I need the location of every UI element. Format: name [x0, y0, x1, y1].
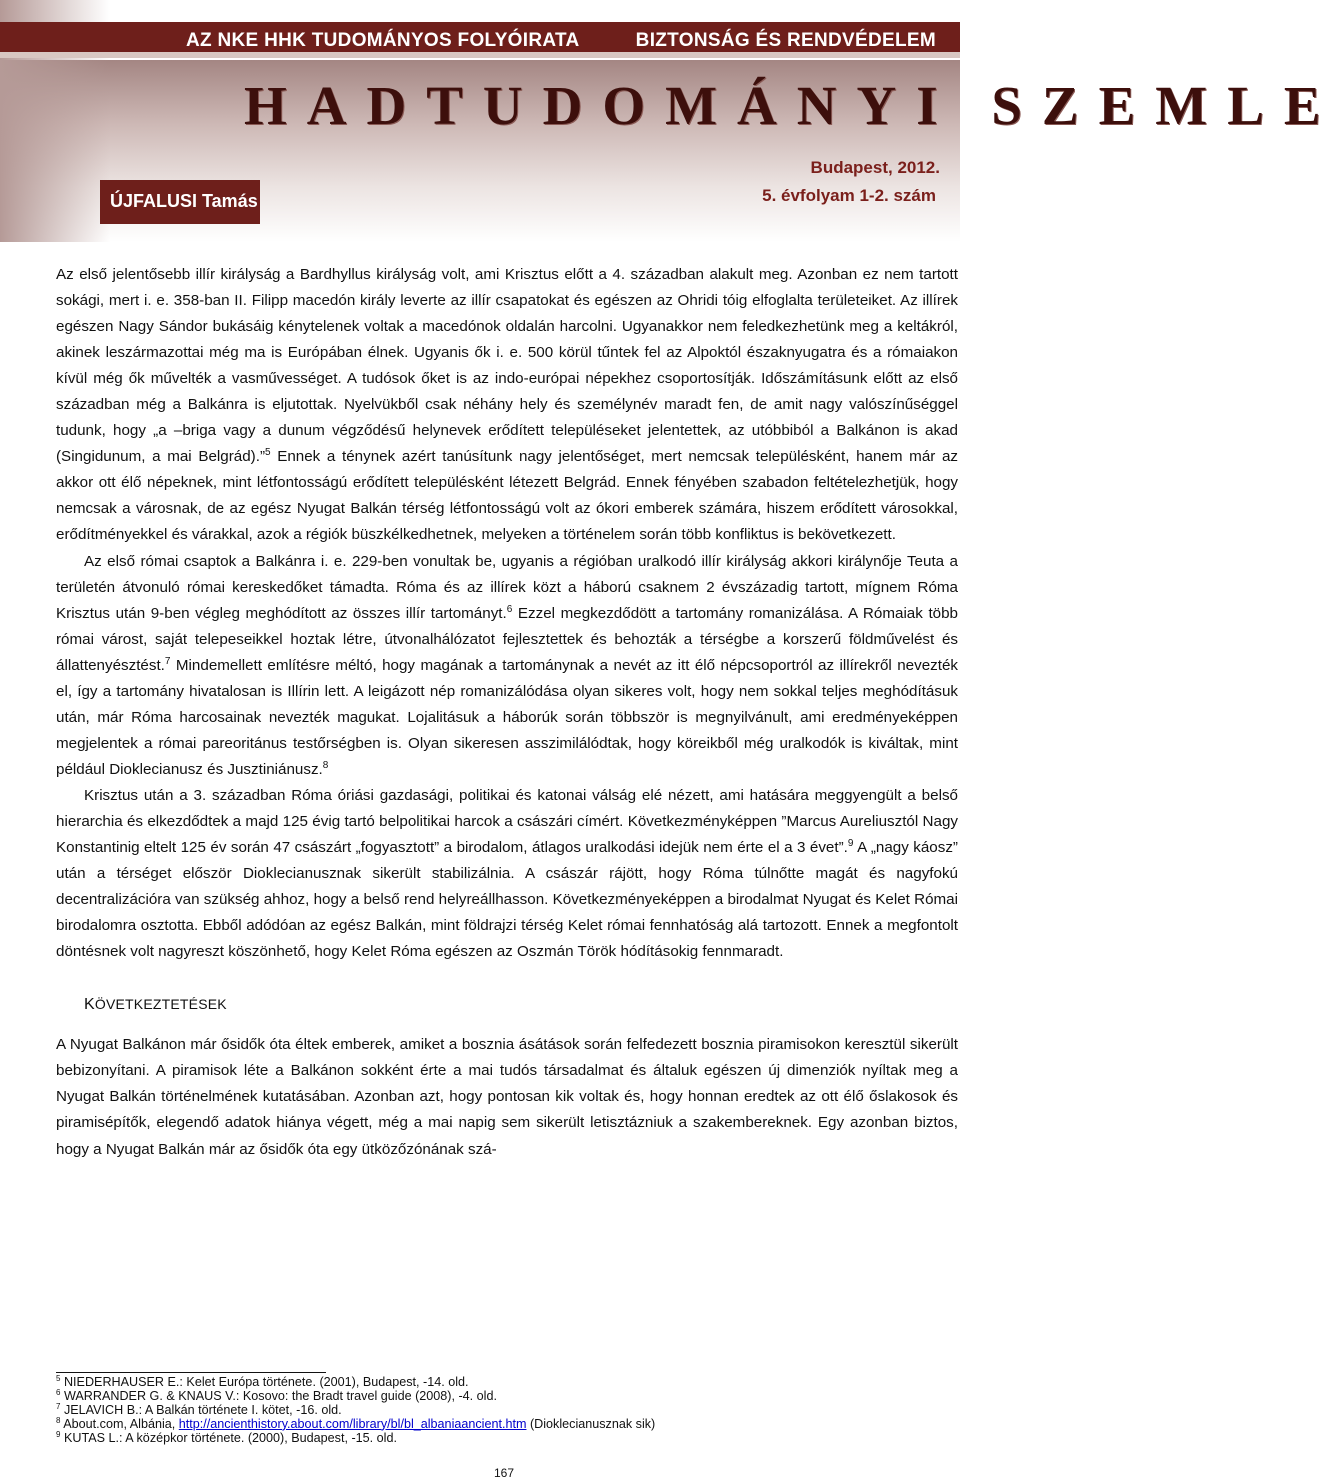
footnote-ref[interactable]: 7 — [164, 655, 171, 667]
footnote-number: 8 — [56, 1415, 61, 1425]
footnote — [56, 1376, 936, 1390]
issue-volume: 5. évfolyam 1-2. szám — [762, 186, 936, 205]
footnote-ref[interactable]: 9 — [847, 838, 854, 850]
section-label: BIZTONSÁG ÉS RENDVÉDELEM — [635, 30, 936, 51]
footnote-ref[interactable]: 6 — [506, 603, 513, 615]
footnote-text: JELAVICH B.: A Balkán története I. kötet, -16. old. — [63, 1402, 342, 1417]
text-run: Az első római csaptok a Balkánra i. e. 229-ben vonultak be, ugyanis a régióban uralkodó illír királyság akkori királynője Teuta a területén átvonuló római kereskedőket támadta. Róma és az illírek közt a háború csaknem 2 évszázadig tartott, mígnem Róma Krisztus után 9-ben végleg meghódított az összes illír tartományt. — [56, 552, 958, 622]
page-number: 167 — [494, 1466, 515, 1480]
header-stripe — [0, 52, 960, 58]
text-run: Mindemellett említésre méltó, hogy magának a tartománynak a nevét az itt élő népcsoportról az illírekről nevezték el, így a tartomány hivatalosan is Illírin lett. A leigázott nép romanizálódása olyan sikeres volt, hogy nem sokkal teljes meghódításuk után, már Róma harcosainak nevezték magukat. Lojalitásuk a háborúk során többször is megnyilvánult, ami eredményeképpen megjelentek a római pareoritánus testőrségben is. Olyan sikeresen asszimilálódtak, hogy köreikből még uralkodók is kiváltak, mint például Dioklecianusz és Jusztiniánusz. — [56, 656, 958, 778]
footnote-ref[interactable]: 8 — [322, 759, 329, 771]
text-run: Ezzel megkezdődött a tartomány romanizálása. A Rómaiak több római várost, saját telepeseikkel hoztak létre, útvonalhálózatot fejlesztettek és behozták a térségbe a korszerű földművelést és állattenyésztést. — [56, 604, 958, 674]
footnote-number: 5 — [56, 1374, 61, 1383]
footnote-text: KUTAS L.: A középkor története. (2000), Budapest, -15. old. — [63, 1430, 397, 1445]
footnote — [56, 1401, 936, 1418]
footnote-separator — [56, 1372, 326, 1373]
footnote-number: 6 — [56, 1387, 61, 1397]
section-heading — [84, 991, 958, 1018]
footnote-number: 7 — [56, 1401, 61, 1411]
footnote — [56, 1415, 936, 1432]
footnote-number: 9 — [56, 1429, 61, 1439]
masthead-title: HADTUDOMÁNYI SZEMLE — [244, 75, 1341, 136]
paragraph: A Nyugat Balkánon már ősidők óta éltek emberek, amiket a bosznia ásátások során felfedezett bosznia piramisokon keresztül sikerült bebizonyítani. A piramisok léte a Balkánon sokként érte a mai tudós társadalmat és általuk egészen új dimenziók nyíltak meg a Nyugat Balkán történelmének kutatásában. Azonban azt, hogy pontosan kik voltak és, hogy honnan eredtek az ott élő őslakosok és piramisépítők, elegendő adatok hiánya végett, még a mai napig sem sikerült letisztázniuk a szakembereknek. Egy azonban biztos, hogy a Nyugat Balkán már az ősidők óta egy ütközőzónának szá- — [56, 1036, 958, 1158]
heading-rest: ÖVETKEZTETÉSEK — [94, 996, 227, 1013]
paragraph — [56, 783, 958, 965]
footnote-ref[interactable]: 5 — [265, 447, 271, 459]
article-body — [56, 262, 958, 1163]
paragraph — [56, 549, 958, 783]
heading-initial: K — [84, 996, 95, 1014]
journal-name: AZ NKE HHK TUDOMÁNYOS FOLYÓIRATA — [186, 30, 580, 51]
footnote — [56, 1429, 936, 1446]
text-run: A „nagy káosz” után a térséget először Dioklecianusznak sikerült stabilizálnia. A császár rájött, hogy Róma túlnőtte magát és nagyfokú decentralizációra van szükség ahhoz, hogy a belső rend helyreállhasson. Következményeképpen a birodalmat Nyugat és Kelet Római birodalomra osztotta. Ebből adódóan az egész Balkán, mint földrajzi térség Kelet római fennhatóság alá tartozott. Ennek a megfontolt döntésnek volt nagyreszt köszönhető, hogy Kelet Róma egészen az Oszmán Török hódításokig fennmaradt. — [56, 839, 958, 961]
text-run: Ennek a ténynek azért tanúsítunk nagy jelentőséget, mert nemcsak településként, hanem már az akkor ott élő népeknek, mint létfontosságú erődített településként létezett Belgrád. Ennek fényében szabadon feltételezhetjük, hogy nemcsak a városnak, de az egész Nyugat Balkán térség létfontosságú volt az ókori emberek számára, hiszem erődített városokkal, erődítményekkel és várakkal, azok a régiók büszkélkedhetnek, melyeken a történelem során több konfliktus is bekövetkezett. — [56, 448, 958, 544]
footnote-text: NIEDERHAUSER E.: Kelet Európa története. (2001), Budapest, -14. old. — [63, 1375, 469, 1389]
text-run: Az első jelentősebb illír királyság a Bardhyllus királyság volt, ami Krisztus előtt a 4. században alakult meg. Azonban ez nem tartott sokági, mert i. e. 358-ban II. Filipp macedón király leverte az illír csapatokat és egészen az Ohridi tóig elfoglalta területeiket. Az illírek egészen Nagy Sándor bukásáig kénytelenek voltak a macedónok oldalán harcolni. Ugyanakkor nem feledkezhetünk meg a keltákról, akinek leszármazottai még ma is Európában élnek. Ugyanis ők i. e. 500 körül tűntek fel az Alpoktól északnyugatra és a rómaiakon kívül még ők művelték a vasművességet. A tudósok őket is az indo-európai népekhez csoportosítják. Időszámításunk előtt az első században még a Balkánra is eljutottak. Nyelvükből csak néhány hely és személynév maradt fen, de amit nagy valószínűséggel tudunk, hogy „a –briga vagy a dunum végződésű helynevek erődített településeket jelentettek, az utóbbiból a Balkánon is akad (Singidunum, a mai Belgrád).” — [56, 266, 958, 466]
issue-place-date: Budapest, 2012. — [810, 158, 940, 177]
journal-header — [0, 0, 1341, 242]
footnote — [56, 1387, 936, 1404]
footnote-text: (Dioklecianusznak sik) — [526, 1416, 656, 1431]
author-name: ÚJFALUSI Tamás — [110, 191, 258, 211]
footnote-text: WARRANDER G. & KNAUS V.: Kosovo: the Bradt travel guide (2008), -4. old. — [63, 1388, 497, 1403]
footnotes — [56, 1372, 936, 1446]
footnote-text: About.com, Albánia, — [63, 1416, 179, 1431]
paragraph — [56, 262, 958, 549]
footnote-link[interactable]: http://ancienthistory.about.com/library/bl/bl_albaniaancient.htm — [178, 1416, 527, 1431]
text-run: Krisztus után a 3. században Róma óriási gazdasági, politikai és katonai válság elé nézett, ami hatására meggyengült a belső hierarchia és elkezdődtek a majd 125 évig tartó belpolitikai harcok a császári címért. Következményképpen ”Marcus Aureliusztól Nagy Konstantinig eltelt 125 év során 47 császárt „fogyasztott” a birodalom, átlagos uralkodási idejük nem érte el a 3 évet”. — [56, 786, 958, 857]
